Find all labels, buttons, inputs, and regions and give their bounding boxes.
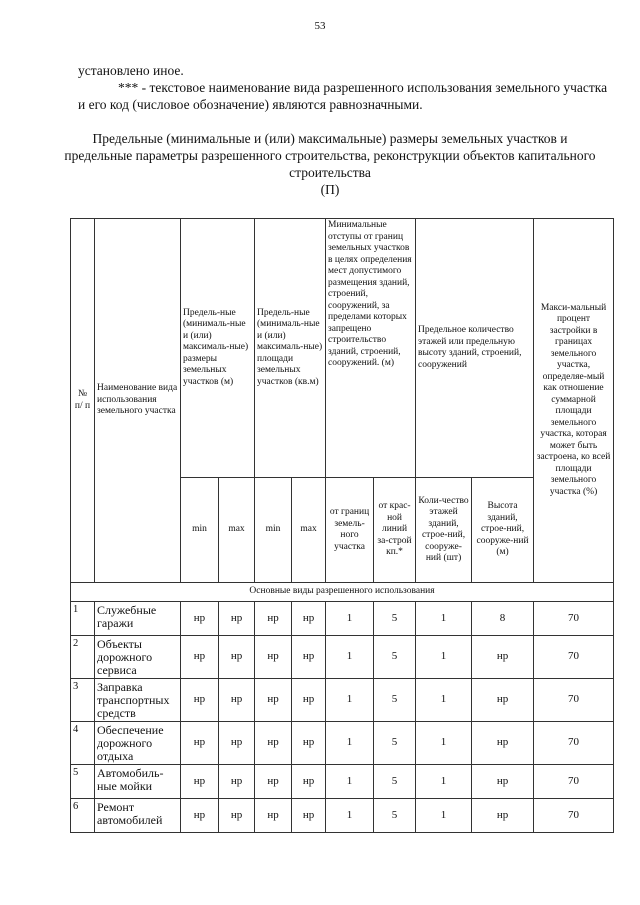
cell-num: 6 xyxy=(71,799,95,833)
cell-name: Ремонт автомобилей xyxy=(95,799,181,833)
cell-red: 5 xyxy=(374,765,416,799)
table-row xyxy=(71,799,614,833)
table-row xyxy=(71,679,614,722)
intro-footnote: *** - текстовое наименование вида разрешенного использования земельного участка и его код (числовое обозначение) являются равнозначными. xyxy=(78,80,608,112)
cell-name: Обеспечение дорожного отдыха xyxy=(95,722,181,765)
cell-num: 5 xyxy=(71,765,95,799)
cell-name: Объекты дорожного сервиса xyxy=(95,636,181,679)
cell-name: Автомобиль-ные мойки xyxy=(95,765,181,799)
cell-percent: 70 xyxy=(534,636,614,679)
cell-percent: 70 xyxy=(534,602,614,636)
cell-min2: нр xyxy=(255,602,292,636)
cell-percent: 70 xyxy=(534,765,614,799)
header-height: Высота зданий, строе-ний, сооруже-ний (м) xyxy=(472,478,534,583)
cell-floors: 1 xyxy=(416,636,472,679)
cell-percent: 70 xyxy=(534,799,614,833)
cell-height: нр xyxy=(472,679,534,722)
cell-red: 5 xyxy=(374,679,416,722)
cell-height: нр xyxy=(472,722,534,765)
cell-min1: нр xyxy=(181,799,219,833)
header-floors-height: Предельное количество этажей или предельную высоту зданий, строений, сооружений xyxy=(416,219,534,478)
cell-max2: нр xyxy=(292,799,326,833)
cell-max2: нр xyxy=(292,722,326,765)
header-area-min: min xyxy=(255,478,292,583)
cell-height: нр xyxy=(472,636,534,679)
cell-border: 1 xyxy=(326,722,374,765)
table-row xyxy=(71,765,614,799)
cell-max1: нр xyxy=(219,799,255,833)
cell-floors: 1 xyxy=(416,799,472,833)
cell-max2: нр xyxy=(292,602,326,636)
intro-text xyxy=(78,62,608,113)
cell-height: нр xyxy=(472,765,534,799)
cell-num: 2 xyxy=(71,636,95,679)
cell-floors: 1 xyxy=(416,765,472,799)
cell-num: 1 xyxy=(71,602,95,636)
header-size-min: min xyxy=(181,478,219,583)
cell-num: 4 xyxy=(71,722,95,765)
table-row xyxy=(71,722,614,765)
cell-min1: нр xyxy=(181,679,219,722)
header-num: № п/ п xyxy=(71,219,95,583)
cell-max1: нр xyxy=(219,765,255,799)
intro-line-1: установлено иное. xyxy=(78,63,184,78)
cell-max1: нр xyxy=(219,679,255,722)
cell-floors: 1 xyxy=(416,722,472,765)
page-number: 53 xyxy=(314,20,326,32)
cell-percent: 70 xyxy=(534,679,614,722)
cell-max2: нр xyxy=(292,765,326,799)
cell-max2: нр xyxy=(292,636,326,679)
cell-min2: нр xyxy=(255,679,292,722)
header-setback-border: от границ земель-ного участка xyxy=(326,478,374,583)
cell-min2: нр xyxy=(255,799,292,833)
cell-height: нр xyxy=(472,799,534,833)
cell-red: 5 xyxy=(374,602,416,636)
header-size: Предель-ные (минималь-ные и (или) максималь-ные) размеры земельных участков (м) xyxy=(181,219,255,478)
cell-min1: нр xyxy=(181,765,219,799)
cell-border: 1 xyxy=(326,679,374,722)
cell-name: Служебные гаражи xyxy=(95,602,181,636)
header-area: Предель-ные (минималь-ные и (или) максималь-ные) площади земельных участков (кв.м) xyxy=(255,219,326,478)
cell-height: 8 xyxy=(472,602,534,636)
cell-max2: нр xyxy=(292,679,326,722)
cell-floors: 1 xyxy=(416,679,472,722)
cell-floors: 1 xyxy=(416,602,472,636)
header-size-max: max xyxy=(219,478,255,583)
cell-name: Заправка транспортных средств xyxy=(95,679,181,722)
cell-max1: нр xyxy=(219,722,255,765)
table-row xyxy=(71,602,614,636)
header-area-max: max xyxy=(292,478,326,583)
cell-border: 1 xyxy=(326,602,374,636)
cell-min1: нр xyxy=(181,722,219,765)
table-row xyxy=(71,636,614,679)
cell-min2: нр xyxy=(255,765,292,799)
header-floors: Коли-чество этажей зданий, строе-ний, сооруже-ний (шт) xyxy=(416,478,472,583)
cell-min2: нр xyxy=(255,722,292,765)
header-name: Наименование вида использования земельного участка xyxy=(95,219,181,583)
cell-red: 5 xyxy=(374,636,416,679)
cell-border: 1 xyxy=(326,799,374,833)
cell-border: 1 xyxy=(326,636,374,679)
cell-min1: нр xyxy=(181,602,219,636)
table-title-line-1: Предельные (минимальные и (или) максимальные) размеры земельных участков и предельные параметры разрешенного строительства, реконструкции объектов капитального строительства xyxy=(64,131,596,180)
cell-min1: нр xyxy=(181,636,219,679)
cell-red: 5 xyxy=(374,722,416,765)
cell-max1: нр xyxy=(219,602,255,636)
cell-percent: 70 xyxy=(534,722,614,765)
cell-num: 3 xyxy=(71,679,95,722)
cell-min2: нр xyxy=(255,636,292,679)
header-setback-red-line: от крас-ной линий за-строй кп.* xyxy=(374,478,416,583)
cell-border: 1 xyxy=(326,765,374,799)
table-title-zone-code: (П) xyxy=(320,182,340,197)
header-setback: Минимальные отступы от границ земельных участков в целях определения мест допустимого размещения зданий, строений, сооружений, за пределами которых запрещено строительство зданий, строений, сооружений. (м) xyxy=(326,219,416,478)
cell-max1: нр xyxy=(219,636,255,679)
parameters-table xyxy=(70,218,614,833)
section-title: Основные виды разрешенного использования xyxy=(71,583,614,602)
cell-red: 5 xyxy=(374,799,416,833)
table-title xyxy=(60,130,600,198)
header-percent: Макси-мальный процент застройки в границах земельного участка, определяе-мый как отношение суммарной площади земельного участка, которая может быть застроена, ко всей площади земельного участка (%) xyxy=(534,219,614,583)
